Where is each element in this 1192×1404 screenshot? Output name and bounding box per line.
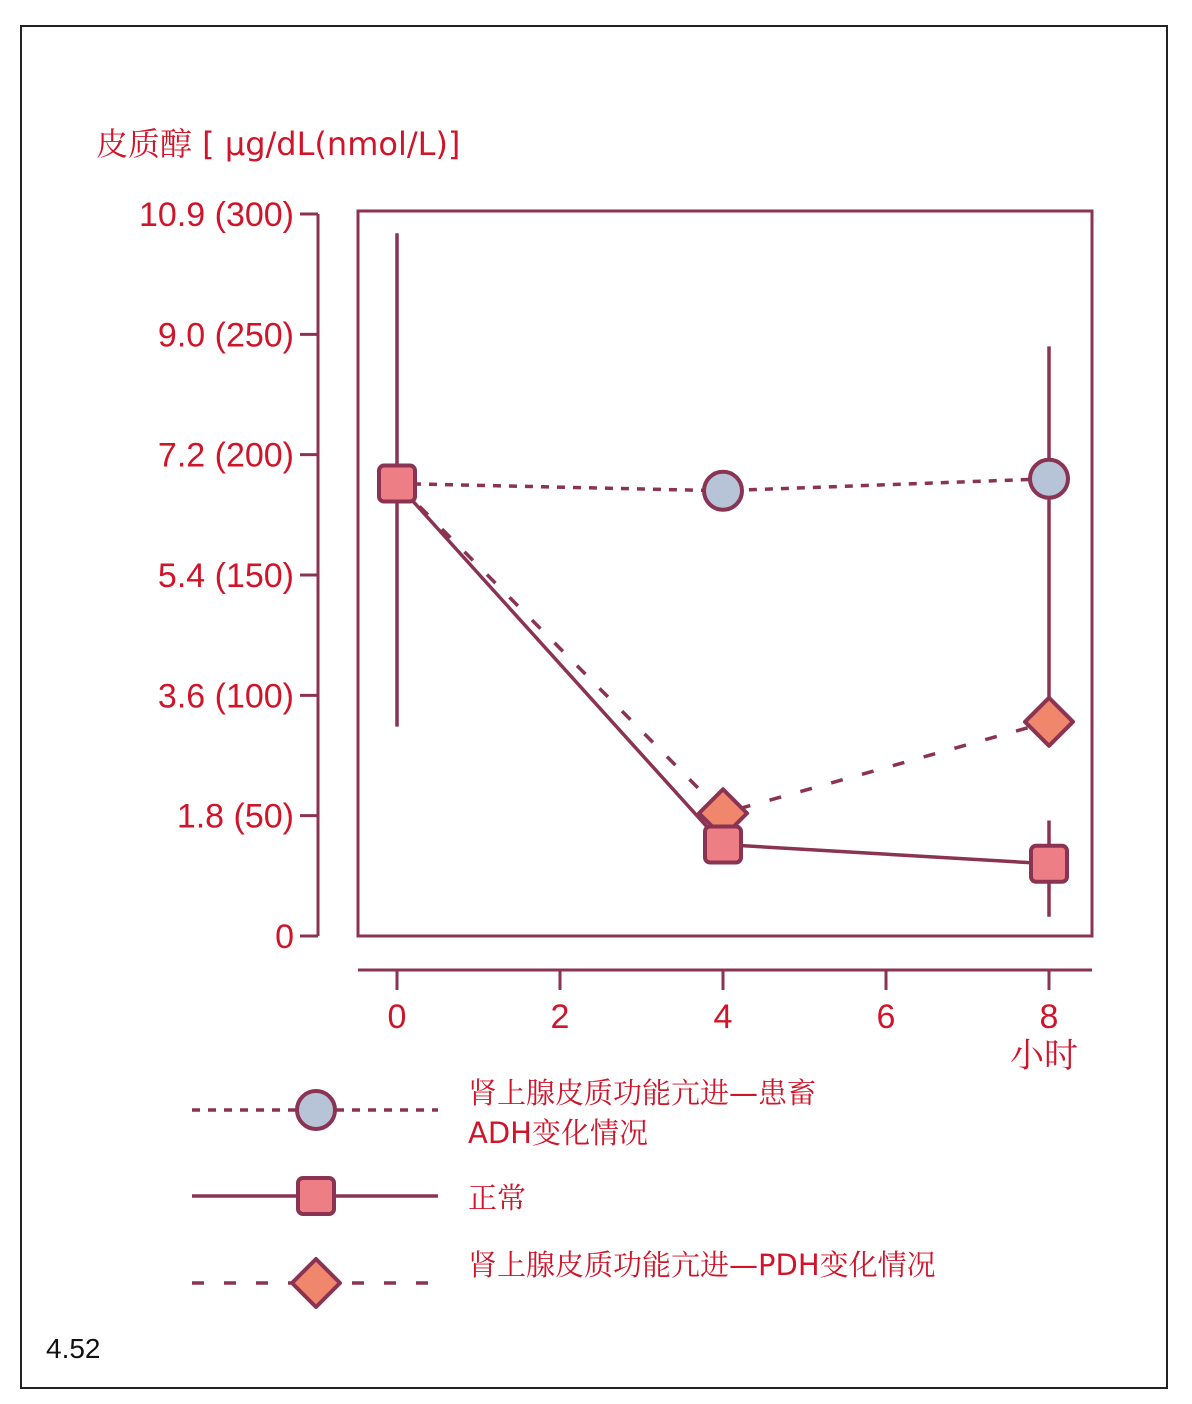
legend-label: 肾上腺皮质功能亢进—患畜 [468,1076,817,1110]
legend-marker-circle [297,1091,335,1129]
y-axis [139,196,318,956]
x-axis [358,970,1092,1036]
y-tick-label: 7.2 (200) [157,436,294,475]
data-point-diamond [1025,698,1073,746]
y-tick-label: 1.8 (50) [176,797,294,836]
legend [192,1076,936,1307]
data-point-square [379,466,415,502]
y-axis-label: 皮质醇 [ μg/dL(nmol/L)] [96,125,461,163]
figure-number: 4.52 [46,1333,101,1364]
series-line-diamond [397,484,1049,814]
y-tick-label: 9.0 (250) [157,316,294,355]
x-tick-label: 2 [550,998,570,1036]
y-tick-label: 0 [275,918,294,956]
y-tick-label: 3.6 (100) [157,677,294,716]
y-tick-label: 10.9 (300) [139,196,294,234]
data-point-circle [1030,460,1068,498]
legend-label: 正常 [468,1181,527,1215]
legend-label: ADH变化情况 [468,1116,648,1150]
series-layer [379,233,1073,916]
x-tick-label: 0 [387,998,407,1036]
data-point-circle [704,472,742,510]
legend-marker-square [298,1178,334,1214]
data-point-square [705,827,741,863]
legend-label: 肾上腺皮质功能亢进—PDH变化情况 [468,1248,936,1282]
legend-marker-diamond [292,1259,340,1307]
x-axis-label: 小时 [1010,1037,1078,1075]
y-tick-label: 5.4 (150) [157,557,294,595]
data-point-square [1031,846,1067,882]
x-tick-label: 6 [876,998,896,1036]
x-tick-label: 8 [1039,998,1059,1036]
x-tick-label: 4 [713,998,733,1036]
